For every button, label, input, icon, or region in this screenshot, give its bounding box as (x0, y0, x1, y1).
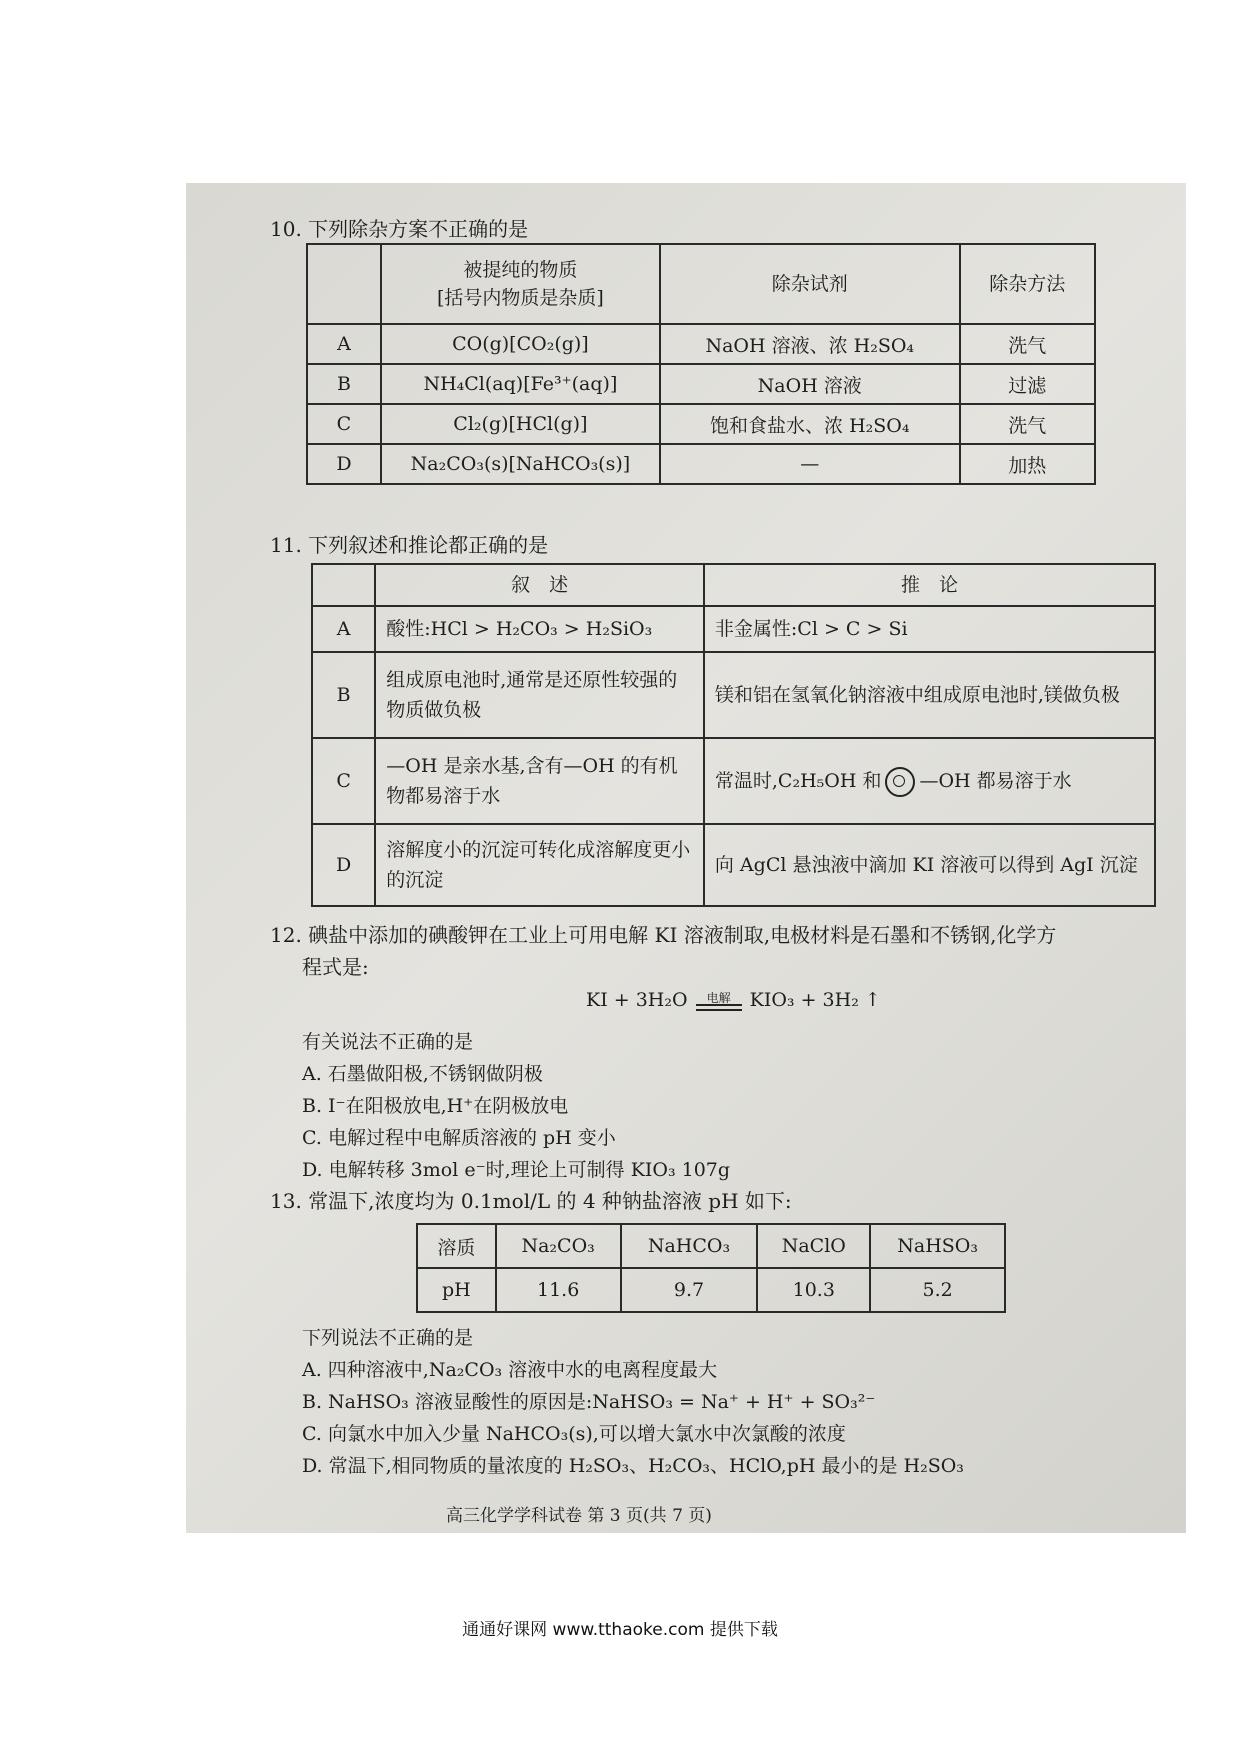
q11-header-col2: 推 论 (704, 564, 1155, 606)
row-inference: 常温时,C₂H₅OH 和 —OH 都易溶于水 (704, 738, 1155, 824)
table-row (312, 606, 1155, 652)
table-header-row (312, 564, 1155, 606)
q13-option-b: B. NaHSO₃ 溶液显酸性的原因是:NaHSO₃ = Na⁺ + H⁺ + SO₃²⁻ (302, 1391, 876, 1413)
row-method: 过滤 (960, 364, 1095, 404)
q13-table (416, 1223, 1006, 1313)
q11-table (311, 563, 1156, 907)
q10-header-col2: 除杂试剂 (660, 244, 960, 324)
q12-equation: KI + 3H₂O 电解 KIO₃ + 3H₂ ↑ (586, 989, 881, 1011)
q13-option-a: A. 四种溶液中,Na₂CO₃ 溶液中水的电离程度最大 (302, 1359, 718, 1381)
q13-title: 13. 常温下,浓度均为 0.1mol/L 的 4 种钠盐溶液 pH 如下: (270, 1189, 792, 1213)
row-statement: 酸性:HCl > H₂CO₃ > H₂SiO₃ (375, 606, 704, 652)
row-substance: Cl₂(g)[HCl(g)] (381, 404, 660, 444)
row-substance: Na₂CO₃(s)[NaHCO₃(s)] (381, 444, 660, 484)
q13-option-d: D. 常温下,相同物质的量浓度的 H₂SO₃、H₂CO₃、HClO,pH 最小的是 H₂SO₃ (302, 1455, 964, 1477)
q12-option-a: A. 石墨做阳极,不锈钢做阴极 (302, 1063, 543, 1085)
q13-prompt: 下列说法不正确的是 (302, 1327, 474, 1349)
table-row (307, 444, 1095, 484)
page-footer: 高三化学学科试卷 第 3 页(共 7 页) (446, 1506, 712, 1526)
row-label: A (312, 606, 375, 652)
table-row (307, 324, 1095, 364)
table-row: pH 11.6 9.7 10.3 5.2 (417, 1268, 1005, 1312)
row-statement: 溶解度小的沉淀可转化成溶解度更小的沉淀 (375, 824, 704, 906)
download-credit: 通通好课网 www.tthaoke.com 提供下载 (462, 1620, 778, 1640)
row-inference: 向 AgCl 悬浊液中滴加 KI 溶液可以得到 AgI 沉淀 (704, 824, 1155, 906)
row-inference: 镁和铝在氢氧化钠溶液中组成原电池时,镁做负极 (704, 652, 1155, 738)
table-row (307, 404, 1095, 444)
row-substance: NH₄Cl(aq)[Fe³⁺(aq)] (381, 364, 660, 404)
row-method: 洗气 (960, 324, 1095, 364)
q12-option-c: C. 电解过程中电解质溶液的 pH 变小 (302, 1127, 616, 1149)
row-label: C (312, 738, 375, 824)
row-statement: 组成原电池时,通常是还原性较强的物质做负极 (375, 652, 704, 738)
row-reagent: NaOH 溶液 (660, 364, 960, 404)
row-label: B (312, 652, 375, 738)
q10-header-col1b: [括号内物质是杂质] (437, 287, 604, 309)
q10-header-col1: 被提纯的物质 (463, 259, 578, 281)
q10-title: 10. 下列除杂方案不正确的是 (270, 217, 529, 241)
row-label: D (312, 824, 375, 906)
table-row (312, 738, 1155, 824)
row-substance: CO(g)[CO₂(g)] (381, 324, 660, 364)
table-header-row (307, 244, 1095, 324)
q10-table (306, 243, 1096, 485)
benzene-ring-icon (885, 767, 915, 797)
q11-header-col1: 叙 述 (375, 564, 704, 606)
row-statement: —OH 是亲水基,含有—OH 的有机物都易溶于水 (375, 738, 704, 824)
row-reagent: NaOH 溶液、浓 H₂SO₄ (660, 324, 960, 364)
q12-prompt: 有关说法不正确的是 (302, 1031, 474, 1053)
q10-header-col3: 除杂方法 (960, 244, 1095, 324)
row-label: B (307, 364, 381, 404)
q12-option-b: B. I⁻在阳极放电,H⁺在阴极放电 (302, 1095, 569, 1117)
row-label: D (307, 444, 381, 484)
table-row (307, 364, 1095, 404)
row-label: C (307, 404, 381, 444)
table-header-row: 溶质 Na₂CO₃ NaHCO₃ NaClO NaHSO₃ (417, 1224, 1005, 1268)
q12-option-d: D. 电解转移 3mol e⁻时,理论上可制得 KIO₃ 107g (302, 1159, 731, 1181)
q11-title: 11. 下列叙述和推论都正确的是 (270, 533, 549, 557)
row-method: 加热 (960, 444, 1095, 484)
scanned-page (186, 183, 1186, 1533)
q12-line1: 12. 碘盐中添加的碘酸钾在工业上可用电解 KI 溶液制取,电极材料是石墨和不锈钢,化学方 (270, 923, 1057, 947)
q12-line2: 程式是: (302, 955, 369, 979)
row-inference: 非金属性:Cl > C > Si (704, 606, 1155, 652)
row-reagent: 饱和食盐水、浓 H₂SO₄ (660, 404, 960, 444)
table-row (312, 824, 1155, 906)
row-method: 洗气 (960, 404, 1095, 444)
table-row (312, 652, 1155, 738)
q13-option-c: C. 向氯水中加入少量 NaHCO₃(s),可以增大氯水中次氯酸的浓度 (302, 1423, 846, 1445)
row-reagent: — (660, 444, 960, 484)
row-label: A (307, 324, 381, 364)
